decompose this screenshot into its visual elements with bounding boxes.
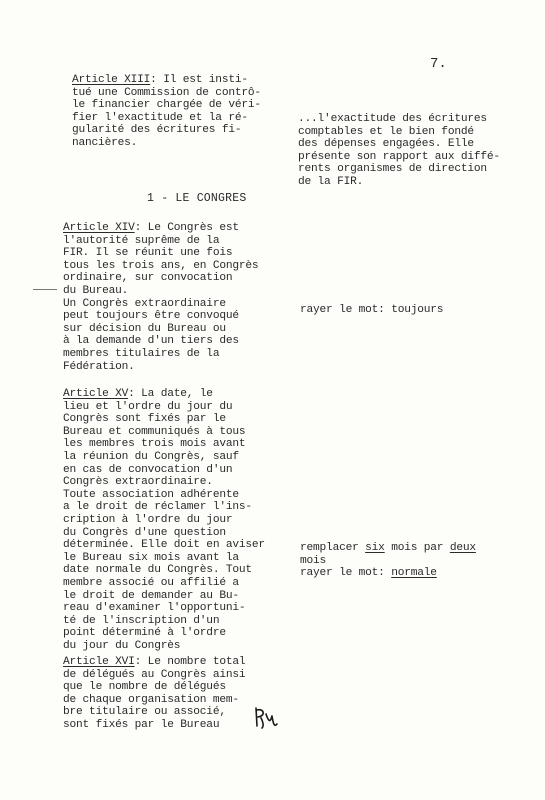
article-14: Article XIV: Le Congrès est l'autorité suprême de la FIR. Il se réunit une fois tous les trois ans, en Congrès ordinaire, sur convocation du Bureau. Un Congrès extraordinaire peut toujours être convoqué sur décision du Bureau ou à la demande d'un tiers des membres titulaires de la Fédération. — [63, 222, 259, 373]
article-16: Article XVI: Le nombre total de délégués au Congrès ainsi que le nombre de délégués de chaque organisation mem- bre titulaire ou associé, sont fixés par le Bureau — [63, 656, 246, 731]
note-word-normale: normale — [391, 567, 437, 580]
note-word-six: six — [365, 542, 385, 554]
section-heading: 1 - LE CONGRES — [147, 192, 247, 205]
margin-note-13: ...l'exactitude des écritures comptables et le bien fondé des dépenses engagées. Elle présente son rapport aux diffé- rents organismes de direction de la FIR. — [298, 113, 500, 188]
article-13: Article XIII: Il est insti- tué une Commission de contrô- le financier chargée de véri- fier l'exactitude et la ré- gularité des écritures fi- nancières. — [72, 74, 261, 149]
margin-mark — [33, 289, 57, 290]
margin-note-15: remplacer six mois par deux mois rayer le mot: normale — [300, 542, 476, 580]
page-number: 7. — [430, 56, 447, 72]
article-16-label: Article XVI — [63, 656, 135, 668]
article-15-label: Article XV — [63, 388, 129, 400]
handwritten-initials — [250, 704, 280, 732]
article-15: Article XV: La date, le lieu et l'ordre du jour du Congrès sont fixés par le Bureau et communiqués à tous les membres trois mois avant la réunion du Congrès, sauf en cas de convocation d'un Congrès extraordinaire. Toute association adhérente a le droit de réclamer l'ins- cription à l'ordre du jour du Congrès d'une question déterminée. Elle doit en aviser le Bureau six mois avant la date normale du Congrès. Tout membre associé ou affilié a le droit de demander au Bu- reau d'examiner l'opportuni- té de l'inscription d'un point déterminé à l'ordre du jour du Congrès — [63, 388, 265, 652]
margin-note-14: rayer le mot: toujours — [300, 304, 444, 316]
note-word-deux: deux — [449, 542, 476, 554]
article-14-label: Article XIV — [63, 222, 135, 234]
article-13-label: Article XIII — [72, 74, 151, 86]
